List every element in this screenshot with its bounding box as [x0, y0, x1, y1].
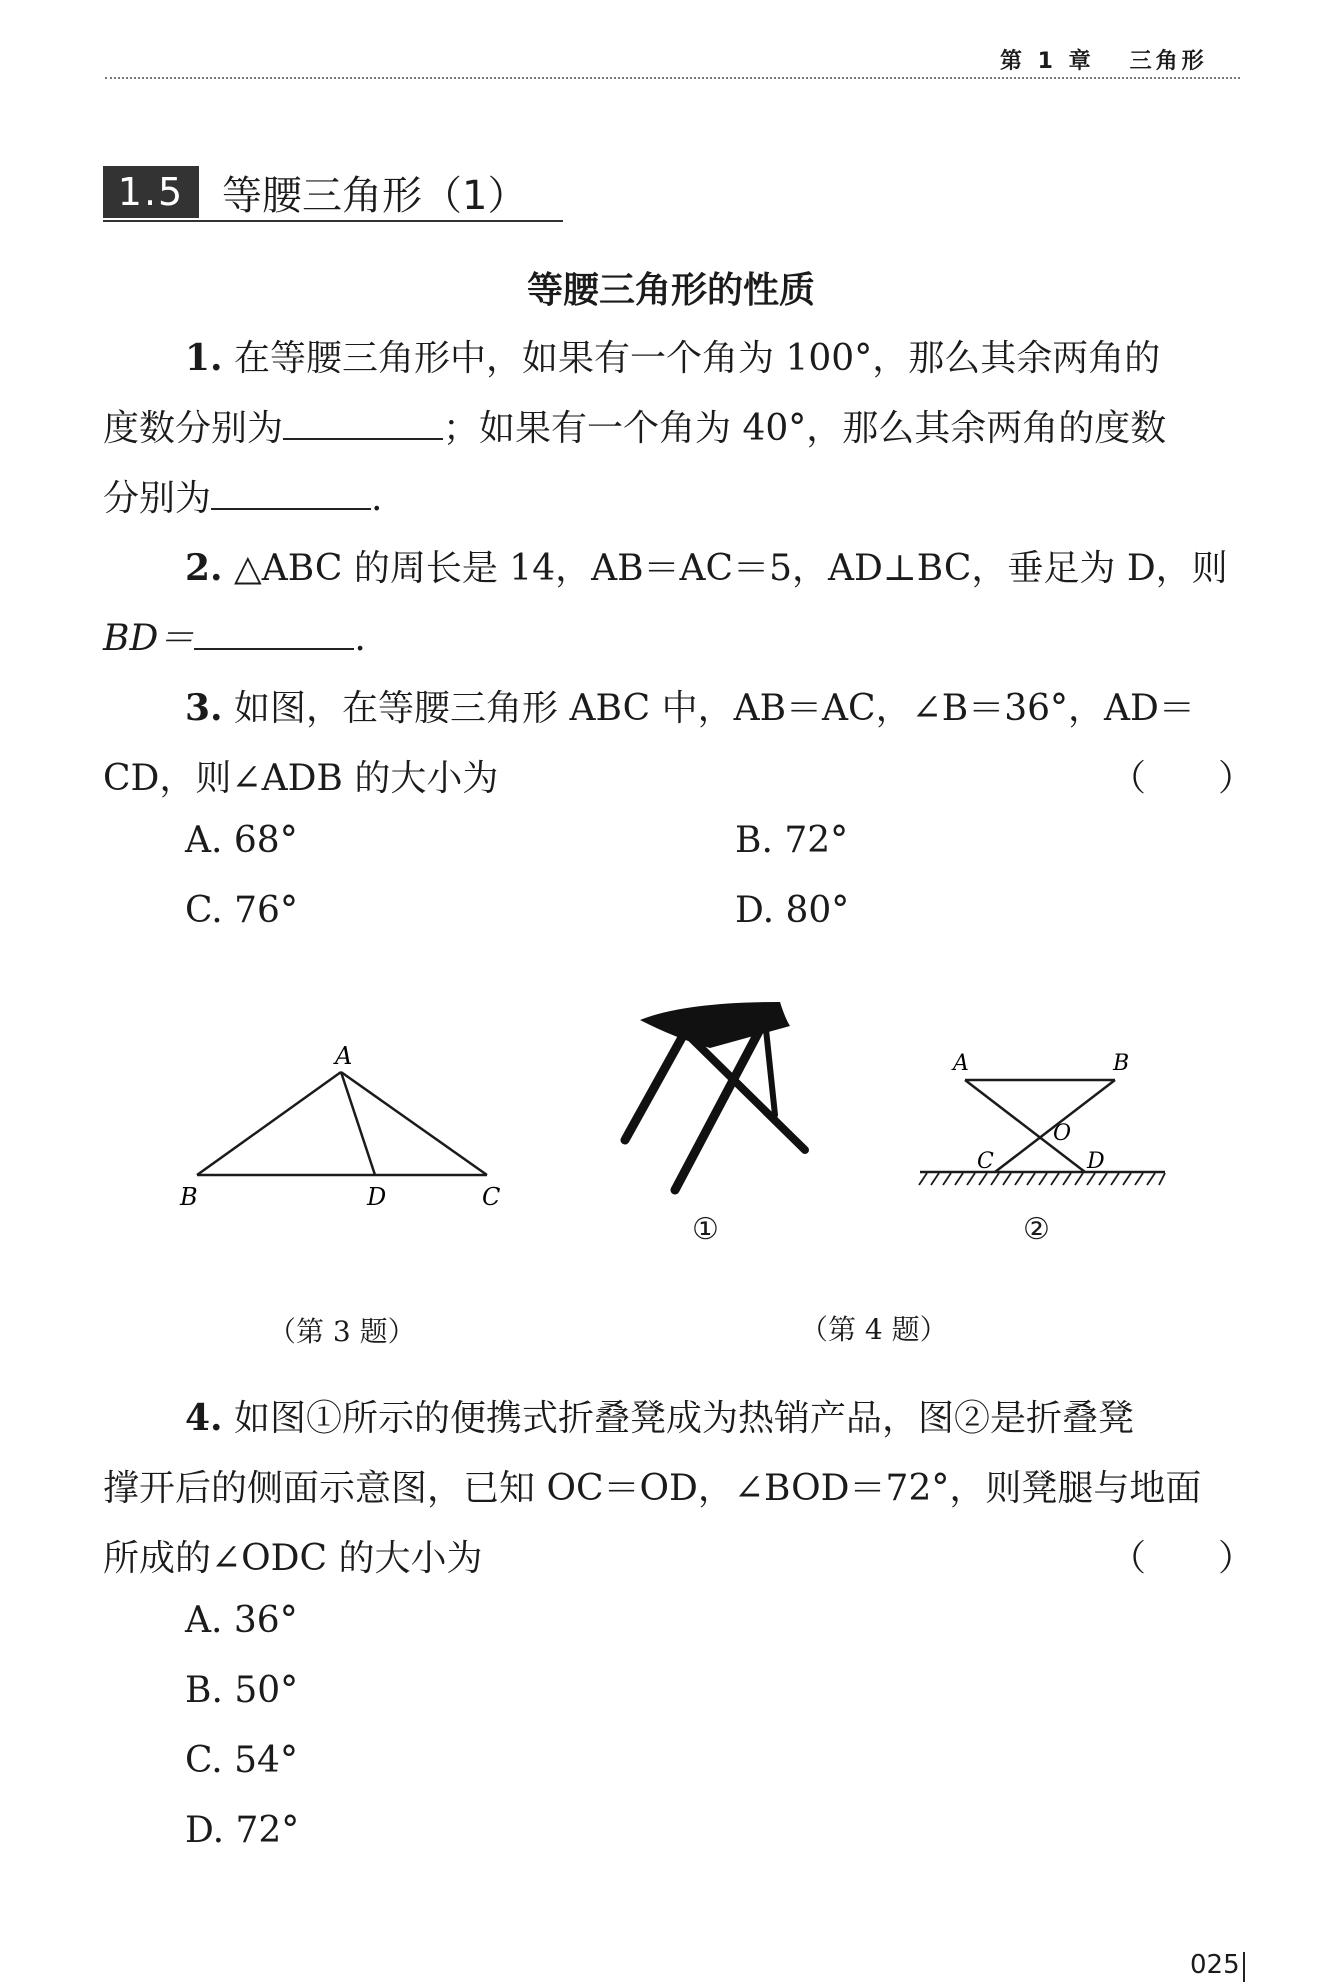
fig3-label-d: D — [367, 1183, 387, 1211]
section-title: 等腰三角形（1） — [222, 173, 528, 219]
q3-option-c[interactable]: C. 76° — [185, 890, 298, 931]
fig4-label-o: O — [1053, 1121, 1072, 1146]
q3-option-b[interactable]: B. 72° — [735, 820, 849, 861]
q4-option-c[interactable]: C. 54° — [185, 1740, 298, 1781]
q3-text-2: CD，则∠ADB 的大小为 — [103, 758, 499, 799]
figure-q4-label-2: ② — [1023, 1212, 1050, 1247]
q1-answer-blank-2[interactable] — [211, 478, 371, 510]
q4-line1 — [185, 1390, 1134, 1441]
figure-q3-caption: （第 3 题） — [268, 1315, 416, 1348]
q2-text-1: △ABC 的周长是 14，AB＝AC＝5，AD⊥BC，垂足为 D，则 — [234, 548, 1228, 589]
stool-leg-3 — [675, 1020, 765, 1190]
q4-number: 4. — [185, 1397, 223, 1439]
q4-text-1: 如图①所示的便携式折叠凳成为热销产品，图②是折叠凳 — [234, 1398, 1135, 1439]
fig4-label-a: A — [953, 1051, 969, 1076]
stool-leg-1 — [625, 1032, 685, 1140]
fig3-label-c: C — [482, 1183, 501, 1211]
segment-ad — [341, 1072, 375, 1175]
segment-ab — [197, 1072, 341, 1175]
q4-text-2: 撑开后的侧面示意图，已知 OC＝OD，∠BOD＝72°，则凳腿与地面 — [103, 1468, 1202, 1509]
fig3-label-a: A — [335, 1042, 353, 1070]
header-chapter: 第 1 章 — [1000, 49, 1095, 74]
q2-line1 — [185, 540, 1228, 591]
q1-text-1: 在等腰三角形中，如果有一个角为 100°，那么其余两角的 — [234, 338, 1161, 379]
q4-option-d[interactable]: D. 72° — [185, 1810, 300, 1851]
header-divider — [105, 77, 1240, 79]
q2-number: 2. — [185, 547, 223, 589]
figure-q3-triangle — [170, 1030, 510, 1230]
fig4-label-b: B — [1113, 1051, 1130, 1076]
q3-option-a[interactable]: A. 68° — [185, 820, 298, 861]
q3-line2 — [103, 750, 498, 801]
q2-line2 — [103, 610, 366, 661]
q2-answer-blank[interactable] — [194, 618, 354, 650]
q3-line1 — [185, 680, 1195, 731]
figure-q4-label-1: ① — [692, 1212, 719, 1247]
q4-option-a[interactable]: A. 36° — [185, 1600, 298, 1641]
fig3-label-b: B — [180, 1183, 198, 1211]
fig4-label-c: C — [977, 1149, 994, 1174]
q1-line3 — [103, 470, 382, 521]
q4-line3 — [103, 1530, 483, 1581]
figure-q4-caption: （第 4 题） — [800, 1313, 948, 1346]
q1-line1 — [185, 330, 1160, 381]
segment-ac — [341, 1072, 487, 1175]
header-chapter-title: 三角形 — [1129, 49, 1208, 74]
q1-answer-blank-1[interactable] — [283, 408, 443, 440]
ground-hatching — [919, 1173, 1165, 1185]
running-header — [1000, 44, 1208, 75]
q2-text-2b: . — [354, 618, 366, 659]
q4-option-b[interactable]: B. 50° — [185, 1670, 299, 1711]
q3-text-1: 如图，在等腰三角形 ABC 中，AB＝AC，∠B＝36°，AD＝ — [234, 688, 1195, 729]
q1-text-3b: . — [371, 478, 383, 519]
stool-leg-4 — [765, 1020, 775, 1115]
page-number-bar — [1243, 1952, 1245, 1982]
q1-text-3a: 分别为 — [103, 478, 212, 519]
section-number-badge: 1.5 — [103, 166, 199, 218]
q4-answer-bracket[interactable]: （ ） — [1110, 1538, 1255, 1579]
figure-q4-stool — [615, 990, 815, 1200]
q4-line2 — [103, 1460, 1201, 1511]
q3-answer-bracket[interactable]: （ ） — [1110, 758, 1255, 799]
q1-text-2a: 度数分别为 — [103, 408, 284, 449]
q4-text-3: 所成的∠ODC 的大小为 — [103, 1538, 483, 1579]
q1-line2 — [103, 400, 1166, 451]
q3-option-d[interactable]: D. 80° — [735, 890, 850, 931]
page-number: 025 — [1190, 1950, 1240, 1980]
q1-number: 1. — [185, 337, 223, 379]
fig4-label-d: D — [1087, 1149, 1105, 1174]
q1-text-2b: ；如果有一个角为 40°，那么其余两角的度数 — [443, 408, 1167, 449]
q2-text-2a: BD＝ — [103, 618, 195, 659]
q3-number: 3. — [185, 687, 223, 729]
section-title-underline — [103, 220, 563, 222]
figure-q4-diagram — [915, 1040, 1175, 1200]
lesson-subtitle: 等腰三角形的性质 — [526, 270, 815, 311]
